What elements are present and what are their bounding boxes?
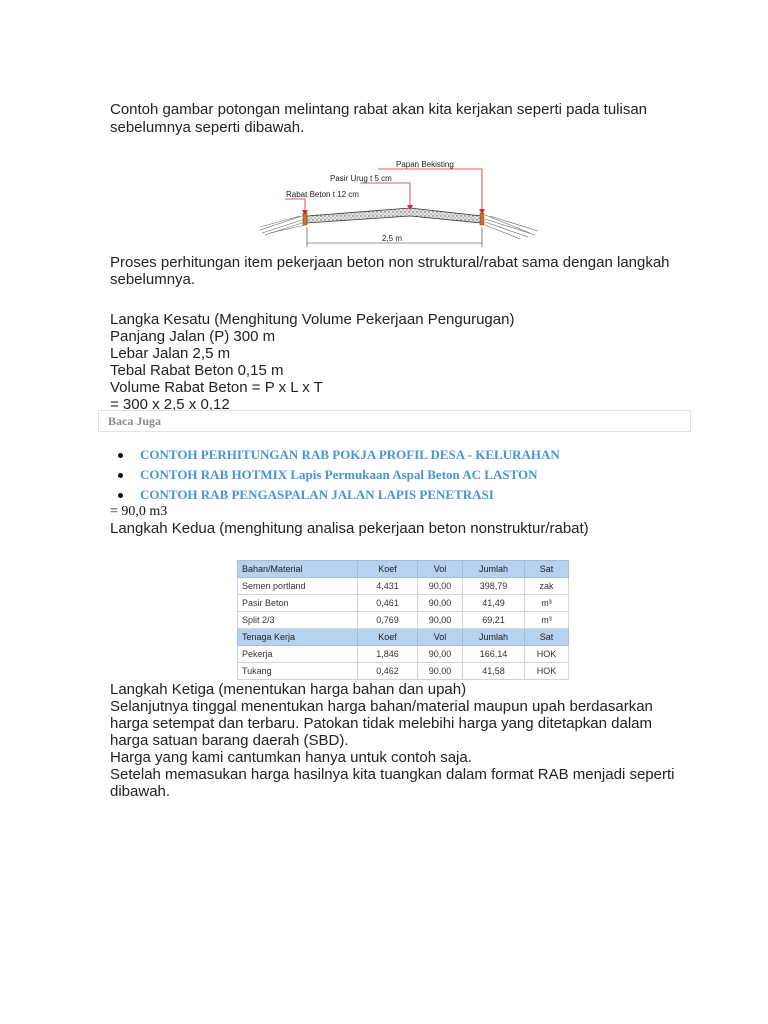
calc-line: Tebal Rabat Beton 0,15 m — [110, 362, 284, 379]
table-cell: 41,49 — [463, 595, 525, 612]
table-cell: 90,00 — [418, 663, 463, 680]
table-cell: m³ — [525, 595, 569, 612]
cross-section-diagram — [260, 155, 540, 255]
table-cell: Pasir Beton — [238, 595, 358, 612]
calc-line: = 300 x 2,5 x 0,12 — [110, 396, 230, 413]
table-cell: zak — [525, 578, 569, 595]
langkah-kedua-title: Langkah Kedua (menghitung analisa pekerjaan beton nonstruktur/rabat) — [110, 520, 589, 537]
label-rabat-beton: Rabat Beton t 12 cm — [286, 190, 359, 199]
road-slab — [307, 208, 482, 223]
analysis-table — [237, 560, 569, 680]
proses-paragraph: Proses perhitungan item pekerjaan beton non struktural/rabat sama dengan langkah sebelumnya. — [110, 254, 670, 288]
table-row — [238, 612, 569, 629]
intro-paragraph: Contoh gambar potongan melintang rabat akan kita kerjakan seperti pada tulisan sebelumnya seperti dibawah. — [110, 101, 648, 136]
related-link[interactable]: CONTOH RAB PENGASPALAN JALAN LAPIS PENETRASI — [140, 487, 494, 502]
langkah-kesatu — [110, 311, 680, 413]
header-cell: Tenaga Kerja — [238, 629, 358, 646]
volume-result: = 90,0 m3 — [110, 504, 168, 519]
table-row — [238, 663, 569, 680]
ground-hatch-left — [260, 215, 305, 235]
header-cell: Vol — [418, 629, 463, 646]
table-cell: 1,846 — [358, 646, 418, 663]
header-cell: Koef — [358, 561, 418, 578]
table-cell: HOK — [525, 646, 569, 663]
label-pasir-urug: Pasir Urug t 5 cm — [330, 174, 392, 183]
table-cell: 4,431 — [358, 578, 418, 595]
langkah-ketiga-title: Langkah Ketiga (menentukan harga bahan dan upah) — [110, 681, 467, 698]
table-cell: 90,00 — [418, 578, 463, 595]
header-cell: Sat — [525, 629, 569, 646]
related-link-item — [118, 466, 560, 486]
table-cell: 0,461 — [358, 595, 418, 612]
label-papan-bekisting: Papan Bekisting — [396, 160, 454, 169]
header-cell: Sat — [525, 561, 569, 578]
calc-line: Panjang Jalan (P) 300 m — [110, 328, 276, 345]
table-cell: 41,58 — [463, 663, 525, 680]
table-cell: Semen portland — [238, 578, 358, 595]
formwork-right — [480, 213, 484, 225]
table-cell: 166,14 — [463, 646, 525, 663]
langkah-ketiga — [110, 681, 690, 800]
related-link[interactable]: CONTOH RAB HOTMIX Lapis Permukaan Aspal Beton AC LASTON — [140, 467, 538, 482]
table-cell: 69,21 — [463, 612, 525, 629]
header-cell: Koef — [358, 629, 418, 646]
paragraph-line: Harga yang kami cantumkan hanya untuk contoh saja. — [110, 749, 472, 766]
related-link[interactable]: CONTOH PERHITUNGAN RAB POKJA PROFIL DESA - KELURAHAN — [140, 447, 560, 462]
calc-line: Volume Rabat Beton = P x L x T — [110, 379, 323, 396]
ground-hatch-right — [485, 215, 538, 239]
table-header-row — [238, 561, 569, 578]
table-cell: 90,00 — [418, 646, 463, 663]
related-link-item — [118, 446, 560, 466]
table-cell: Split 2/3 — [238, 612, 358, 629]
table-cell: 0,462 — [358, 663, 418, 680]
table-cell: m³ — [525, 612, 569, 629]
paragraph-line: Setelah memasukan harga hasilnya kita tuangkan dalam format RAB menjadi seperti dibawah. — [110, 766, 675, 800]
table-cell: Pekerja — [238, 646, 358, 663]
related-links — [118, 446, 560, 506]
header-cell: Bahan/Material — [238, 561, 358, 578]
table-row — [238, 578, 569, 595]
header-cell: Jumlah — [463, 629, 525, 646]
table-row — [238, 595, 569, 612]
paragraph-line: Selanjutnya tinggal menentukan harga bahan/material maupun upah berdasarkan harga setempat dan terbaru. Patokan tidak melebihi harga yang ditetapkan dalam harga satuan barang daerah (SBD). — [110, 698, 653, 749]
related-link-item — [118, 486, 560, 506]
table-cell: 90,00 — [418, 612, 463, 629]
table-cell: 90,00 — [418, 595, 463, 612]
label-width: 2,5 m — [382, 234, 403, 243]
header-cell: Jumlah — [463, 561, 525, 578]
header-cell: Vol — [418, 561, 463, 578]
table-cell: Tukang — [238, 663, 358, 680]
table-cell: 0,769 — [358, 612, 418, 629]
baca-juga-label: Baca Juga — [108, 414, 162, 428]
table-row — [238, 646, 569, 663]
table-cell: 398,79 — [463, 578, 525, 595]
calc-line: Lebar Jalan 2,5 m — [110, 345, 231, 362]
langkah-kesatu-title: Langka Kesatu (Menghitung Volume Pekerjaan Pengurugan) — [110, 311, 515, 328]
table-cell: HOK — [525, 663, 569, 680]
baca-juga-box — [98, 410, 691, 432]
table-header-row — [238, 629, 569, 646]
